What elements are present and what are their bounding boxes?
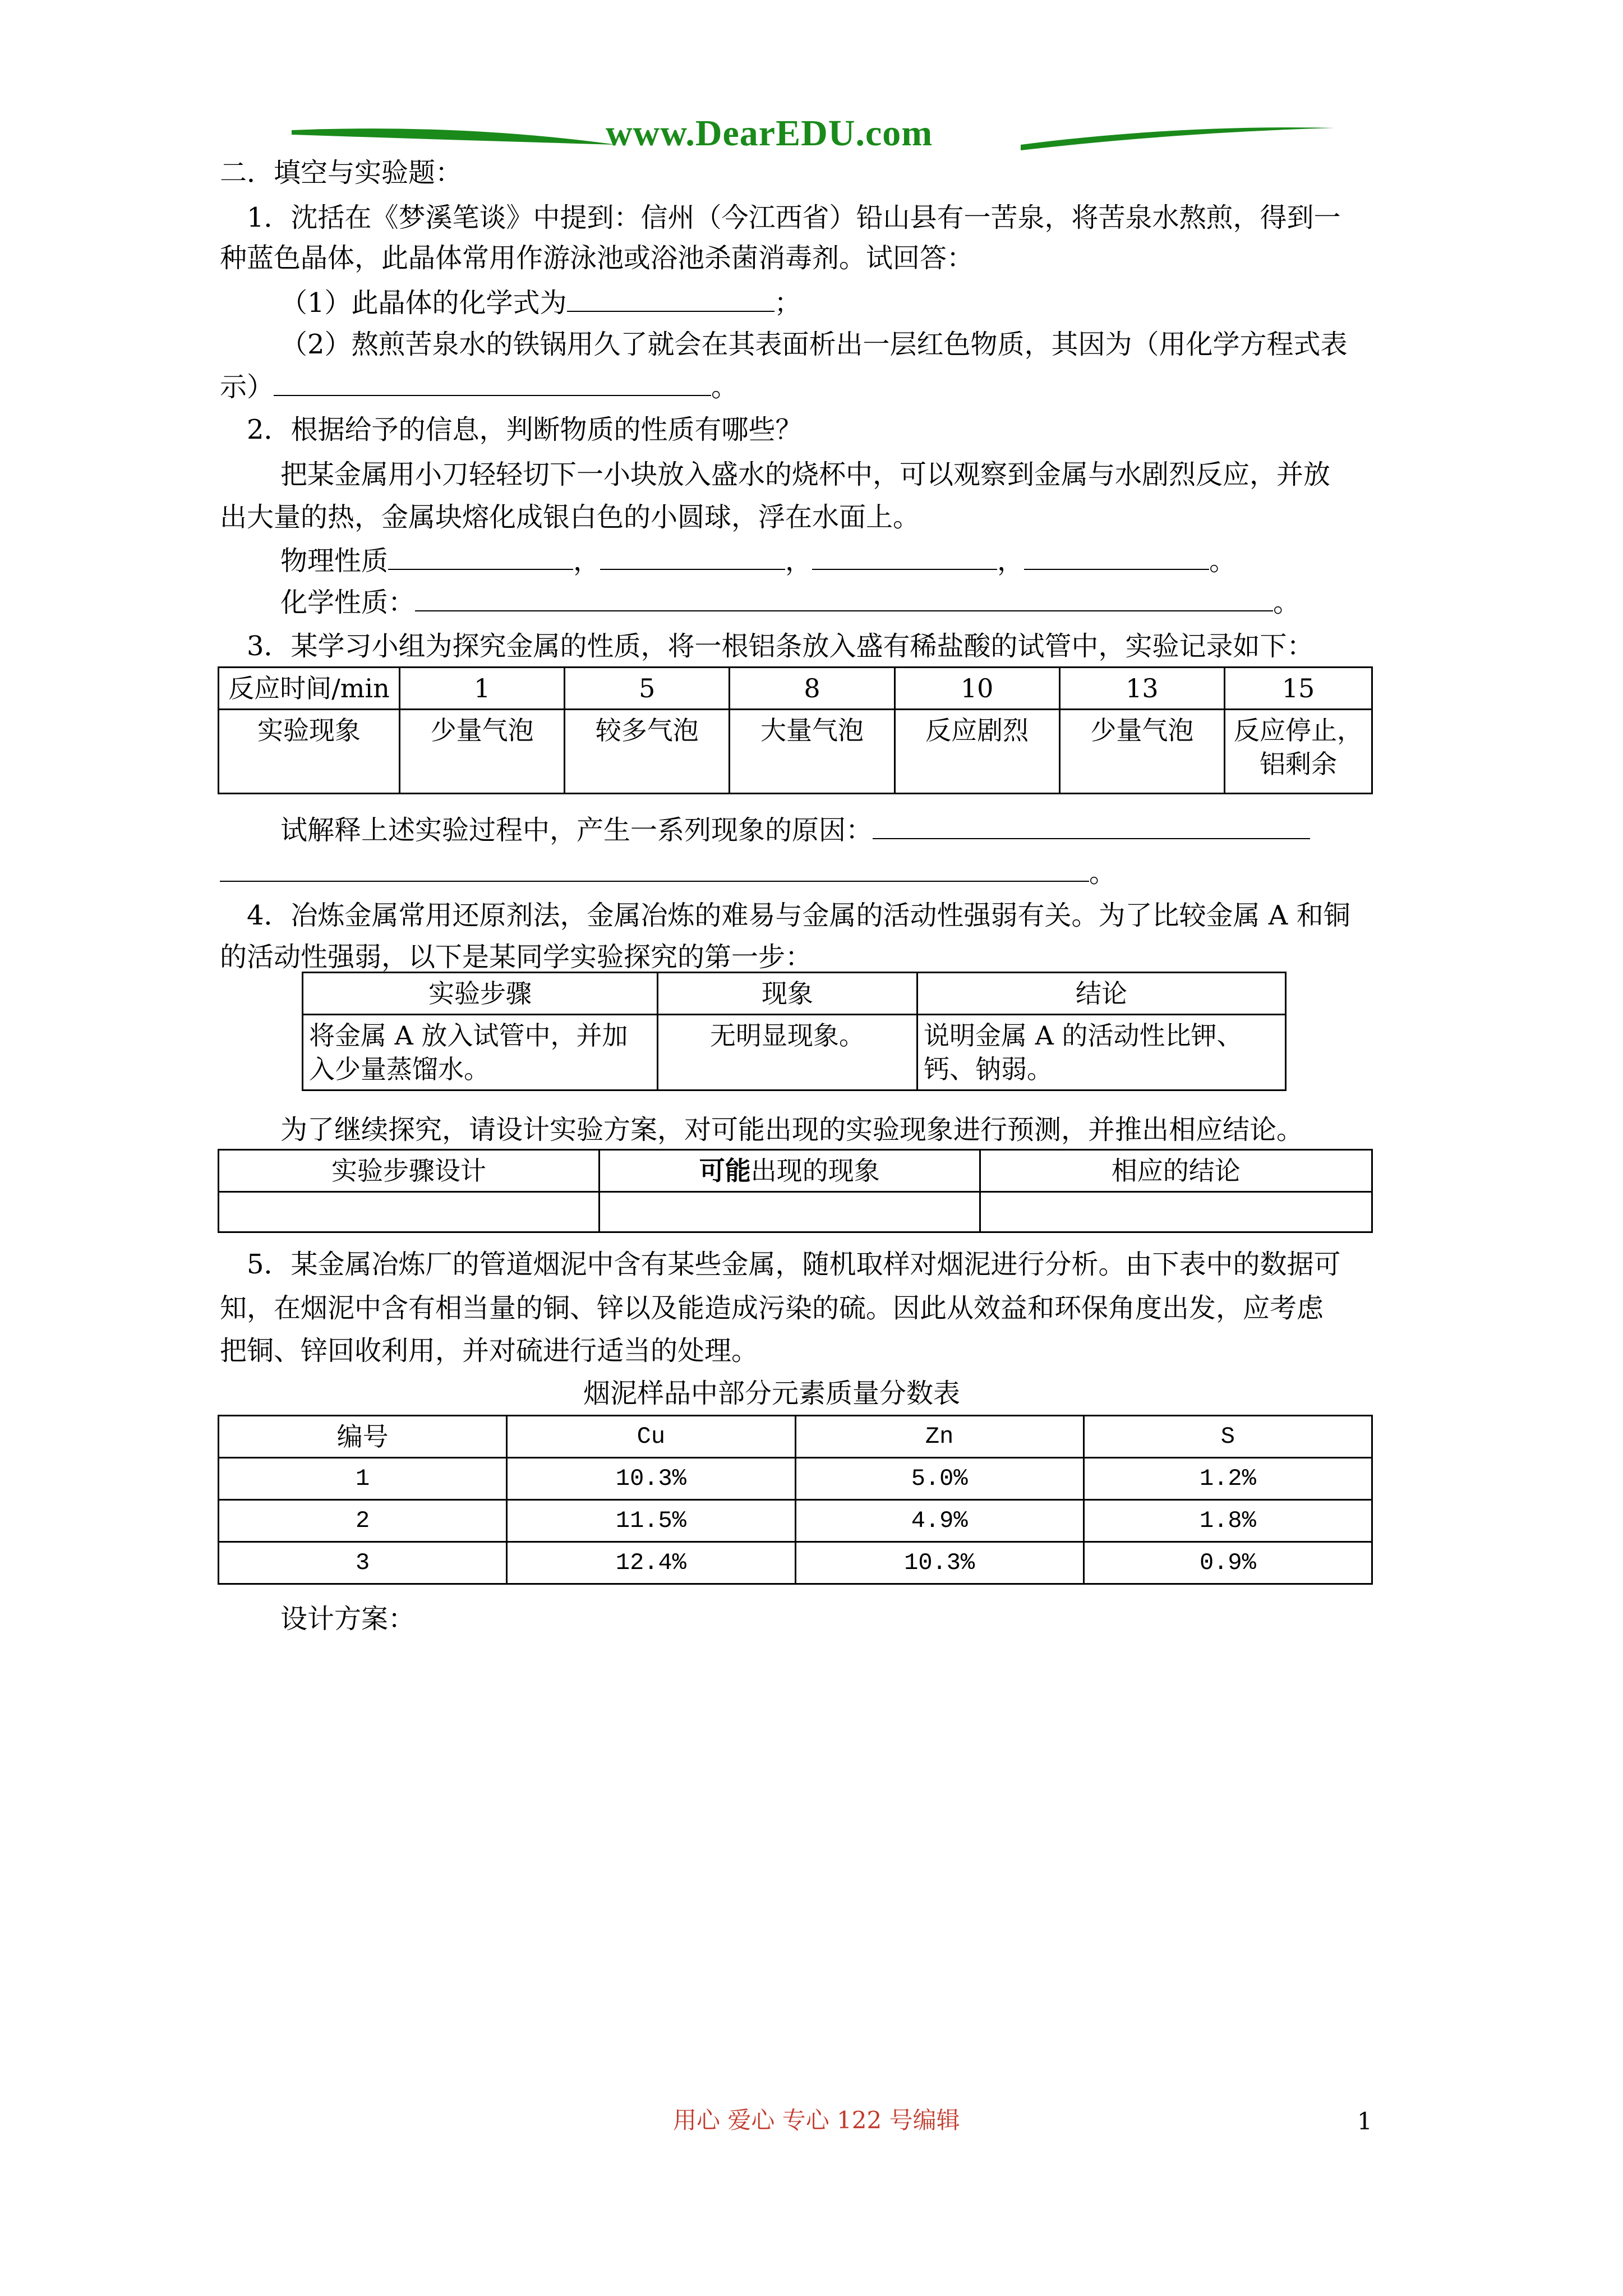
q5-cell: 4.9% [795,1500,1083,1542]
q5-cell: 10.3% [507,1458,795,1500]
q4-t1-step: 将金属 A 放入试管中，并加入少量蒸馏水。 [303,1015,658,1091]
q4-table1 [302,972,1287,1091]
footer-text: 用心 爱心 专心 122 号编辑 [673,2106,960,2134]
q2-chemical-label: 化学性质： [280,587,416,618]
q2-line2: 把某金属用小刀轻轻切下一小块放入盛水的烧杯中，可以观察到金属与水剧烈反应，并放 [280,459,1331,490]
logo-swoosh-right [1021,118,1335,157]
logo-swoosh-left [292,118,628,157]
q4-t2-header-2-rest: 出现的现象 [750,1156,880,1186]
q1-sub2-blank[interactable] [274,370,711,396]
q3-time-1: 1 [400,668,565,710]
q3-time-2: 5 [565,668,730,710]
q5-cell: 0.9% [1083,1542,1372,1584]
q1-sub2-line1: （2）熬煎苦泉水的铁锅用久了就会在其表面析出一层红色物质，其因为（用化学方程式表 [280,329,1348,360]
section-title: 二．填空与实验题： [220,157,463,188]
q2-sep-1: ， [573,545,601,577]
q2-physical-end: 。 [1209,545,1237,577]
q1-sub1-blank[interactable] [567,286,774,312]
q5-cell: 5.0% [795,1458,1083,1500]
q3-explain [280,813,1310,847]
q5-design-label: 设计方案： [280,1603,416,1635]
q4-t2-header-1: 实验步骤设计 [219,1150,600,1192]
q3-time-5: 13 [1059,668,1224,710]
q4-t2-cell-3[interactable] [980,1192,1372,1232]
q1-sub1-end: ； [774,287,801,319]
q5-header-zn: Zn [795,1416,1083,1458]
q4-table2 [218,1149,1373,1233]
q5-header-id: 编号 [219,1416,507,1458]
q4-t1-header-phen: 现象 [658,973,917,1015]
q5-line1: 5．某金属冶炼厂的管道烟泥中含有某些金属，随机取样对烟泥进行分析。由下表中的数据可 [247,1249,1341,1280]
q4-line1: 4．冶炼金属常用还原剂法，金属冶炼的难易与金属的活动性强弱有关。为了比较金属 A 和铜 [247,900,1350,931]
table-row [303,973,1286,1015]
q4-t2-header-3: 相应的结论 [980,1150,1372,1192]
q1-sub1 [280,286,801,320]
q4-t1-concl: 说明金属 A 的活动性比钾、钙、钠弱。 [917,1015,1286,1091]
q3-table [218,666,1373,794]
q3-phen-3: 大量气泡 [730,710,895,794]
q2-line1: 2．根据给予的信息，判断物质的性质有哪些？ [247,414,803,445]
table-row [303,1015,1286,1091]
table-row [219,710,1372,794]
q1-sub2-line2 [220,370,738,404]
q3-explain-label: 试解释上述实验过程中，产生一系列现象的原因： [280,815,873,846]
q2-chemical [280,586,1300,619]
q4-line3: 为了继续探究，请设计实验方案，对可能出现的实验现象进行预测，并推出相应结论。 [280,1114,1304,1145]
q3-time-4: 10 [895,668,1059,710]
q5-cell: 1.8% [1083,1500,1372,1542]
q5-line3: 把铜、锌回收利用，并对硫进行适当的处理。 [220,1335,759,1366]
q2-sep-2: ， [785,545,813,577]
q3-time-6: 15 [1225,668,1372,710]
q5-cell: 2 [219,1500,507,1542]
q3-phen-4: 反应剧烈 [895,710,1059,794]
q4-t2-cell-2[interactable] [599,1192,980,1232]
q2-chemical-end: 。 [1273,587,1301,618]
q5-cell: 1 [219,1458,507,1500]
q5-header-cu: Cu [507,1416,795,1458]
q5-line2: 知，在烟泥中含有相当量的铜、锌以及能造成污染的硫。因此从效益和环保角度出发，应考虑 [220,1292,1324,1324]
q1-sub2-end: 。 [711,371,739,403]
q5-table-title: 烟泥样品中部分元素质量分数表 [583,1378,961,1409]
q2-physical-blank-1[interactable] [388,544,573,570]
logo-text: www.DearEDU.com [606,113,933,154]
q4-t2-cell-1[interactable] [219,1192,600,1232]
q3-phen-6: 反应停止，铝剩余 [1225,710,1372,794]
q2-physical-blank-2[interactable] [600,544,785,570]
q4-t1-header-concl: 结论 [917,973,1286,1015]
q2-physical-blank-3[interactable] [812,544,997,570]
table-row [219,1500,1372,1542]
q5-cell: 12.4% [507,1542,795,1584]
q2-line3: 出大量的热，金属块熔化成银白色的小圆球，浮在水面上。 [220,501,920,533]
q2-physical [280,544,1236,578]
q5-table [218,1415,1373,1585]
page-number: 1 [1357,2108,1372,2135]
table-row [219,1192,1372,1232]
q5-cell: 11.5% [507,1500,795,1542]
q1-sub1-label: （1）此晶体的化学式为 [280,287,567,319]
q3-line1: 3．某学习小组为探究金属的性质，将一根铝条放入盛有稀盐酸的试管中，实验记录如下： [247,631,1314,662]
q1-line1: 1．沈括在《梦溪笔谈》中提到：信州（今江西省）铅山县有一苦泉，将苦泉水熬煎，得到一 [247,202,1341,233]
table-row [219,1542,1372,1584]
q2-physical-blank-4[interactable] [1024,544,1209,570]
q2-chemical-blank[interactable] [415,586,1273,611]
q4-t2-header-2 [599,1150,980,1192]
q2-sep-3: ， [997,545,1025,577]
q2-physical-label: 物理性质 [280,545,389,577]
q3-explain-line2 [220,856,1116,890]
q1-line2: 种蓝色晶体，此晶体常用作游泳池或浴池杀菌消毒剂。试回答： [220,242,974,274]
q3-phen-5: 少量气泡 [1059,710,1224,794]
q5-header-s: S [1083,1416,1372,1458]
q4-line2: 的活动性强弱，以下是某同学实验探究的第一步： [220,941,813,973]
q5-cell: 3 [219,1542,507,1584]
header-logo [292,112,1335,163]
q3-phen-2: 较多气泡 [565,710,730,794]
q4-t2-header-2-bold: 可能 [699,1156,751,1186]
q3-row2-header: 实验现象 [219,710,400,794]
q4-t1-header-step: 实验步骤 [303,973,658,1015]
q4-t1-phen: 无明显现象。 [658,1015,917,1091]
table-row [219,1416,1372,1458]
q3-row1-header: 反应时间/min [219,668,400,710]
q3-time-3: 8 [730,668,895,710]
q5-cell: 10.3% [795,1542,1083,1584]
q3-explain-blank-1[interactable] [873,813,1310,839]
q3-phen-1: 少量气泡 [400,710,565,794]
q5-cell: 1.2% [1083,1458,1372,1500]
q1-sub2-start: 示） [220,371,274,403]
q3-explain-blank-2[interactable] [220,856,1089,882]
table-row [219,1458,1372,1500]
table-row [219,668,1372,710]
table-row [219,1150,1372,1192]
q3-explain-end: 。 [1089,857,1117,889]
